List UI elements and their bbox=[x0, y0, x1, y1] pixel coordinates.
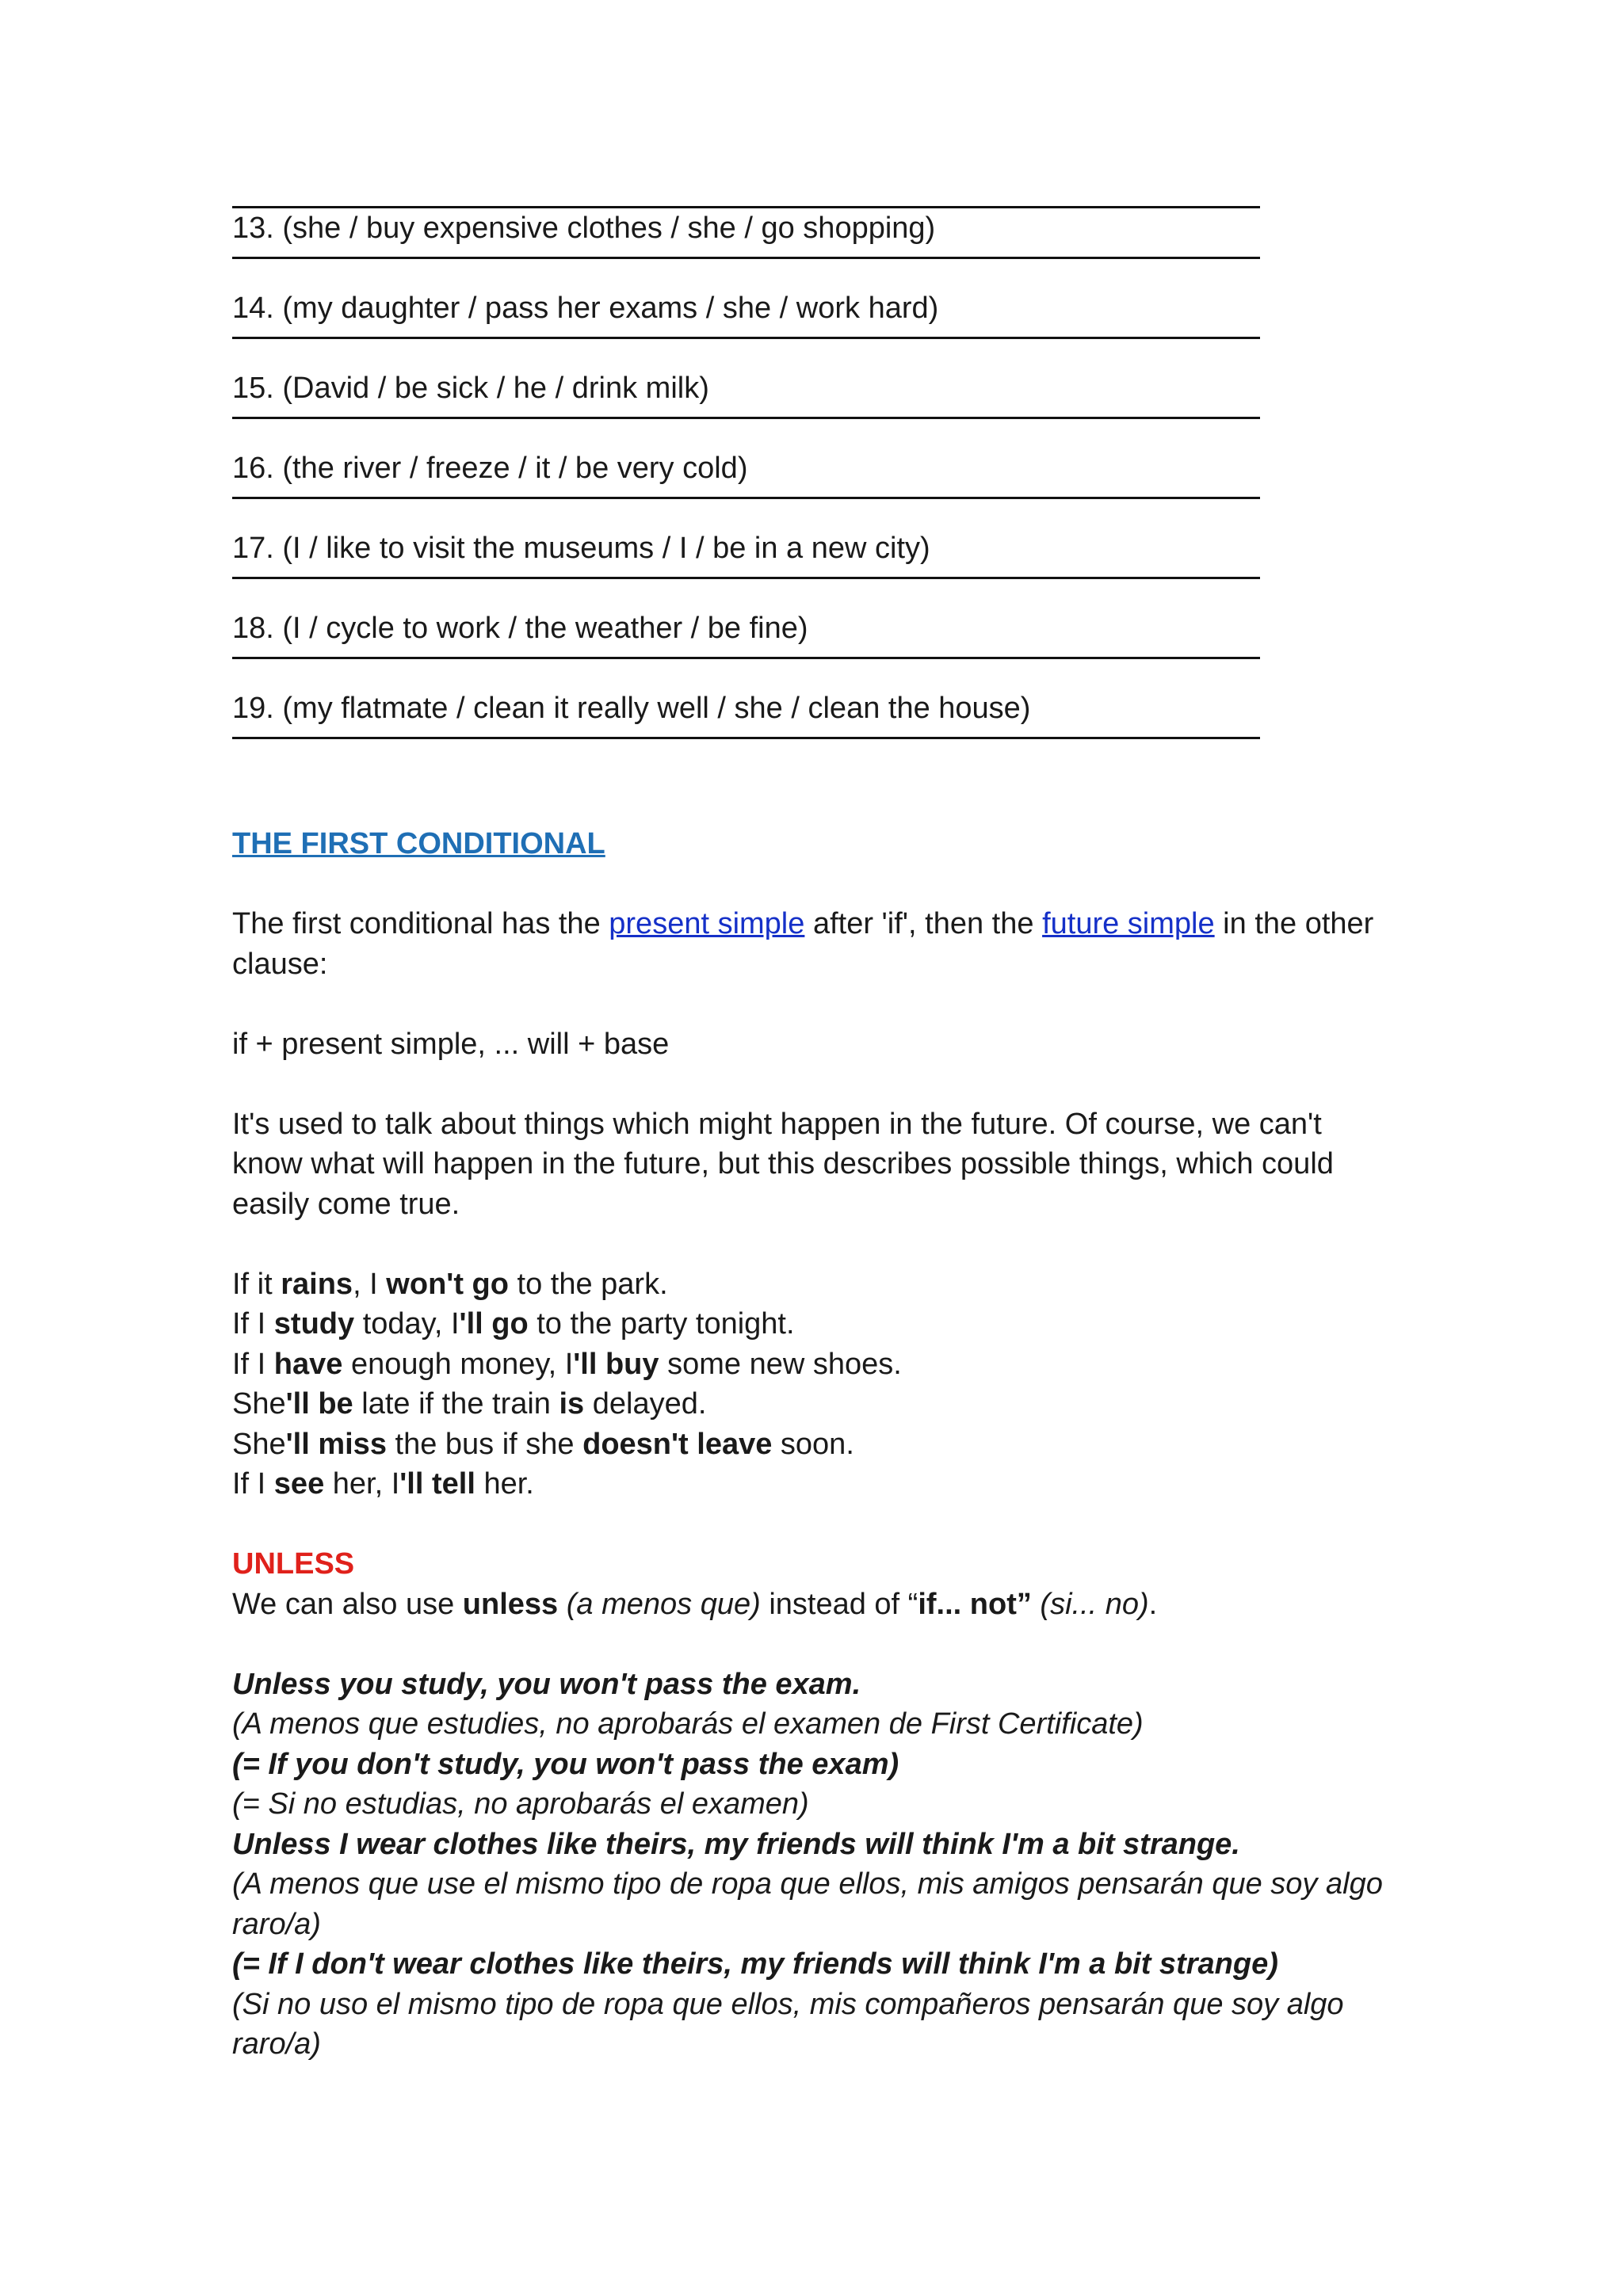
exercise-item: 14. (my daughter / pass her exams / she / work hard) bbox=[232, 292, 939, 325]
answer-line bbox=[232, 577, 1260, 579]
unless-example-en: Unless I wear clothes like theirs, my friends will think I'm a bit strange. bbox=[232, 1827, 1240, 1861]
answer-gap bbox=[232, 329, 1389, 369]
answer-line bbox=[232, 497, 1260, 499]
exercise-item: 19. (my flatmate / clean it really well / she / clean the house) bbox=[232, 692, 1031, 725]
answer-gap bbox=[232, 489, 1389, 529]
answer-gap bbox=[232, 569, 1389, 609]
intro-paragraph bbox=[232, 904, 1389, 984]
exercise-item: 17. (I / like to visit the museums / I / be in a new city) bbox=[232, 532, 930, 565]
unless-example-es: (= Si no estudias, no aprobarás el examen) bbox=[232, 1787, 809, 1821]
section-title-unless: UNLESS bbox=[232, 1547, 355, 1581]
examples-list bbox=[232, 1264, 1389, 1505]
unless-examples bbox=[232, 1665, 1389, 2065]
intro-text: The first conditional has the bbox=[232, 907, 609, 940]
intro-text: in the other clause: bbox=[232, 907, 1374, 981]
exercise-list bbox=[232, 206, 1389, 769]
future-simple-link[interactable]: future simple bbox=[1042, 907, 1215, 940]
example-sentence: She'll be late if the train is delayed. bbox=[232, 1387, 707, 1421]
answer-line bbox=[232, 417, 1260, 419]
answer-line bbox=[232, 657, 1260, 659]
answer-gap bbox=[232, 649, 1389, 689]
example-sentence: If it rains, I won't go to the park. bbox=[232, 1267, 668, 1301]
answer-gap bbox=[232, 249, 1389, 289]
answer-line bbox=[232, 737, 1260, 739]
answer-gap bbox=[232, 729, 1389, 769]
exercise-item: 16. (the river / freeze / it / be very cold) bbox=[232, 452, 748, 485]
unless-example-es: (A menos que use el mismo tipo de ropa que ellos, mis amigos pensarán que soy algo raro/a) bbox=[232, 1867, 1383, 1941]
usage-paragraph: It's used to talk about things which might happen in the future. Of course, we can't know what will happen in the future, but this describes possible things, which could easily come true. bbox=[232, 1107, 1334, 1221]
document-content bbox=[232, 206, 1389, 2065]
formula: if + present simple, ... will + base bbox=[232, 1027, 670, 1061]
unless-example-en: (= If you don't study, you won't pass the exam) bbox=[232, 1747, 899, 1781]
present-simple-link[interactable]: present simple bbox=[609, 907, 805, 940]
example-sentence: If I have enough money, I'll buy some new shoes. bbox=[232, 1347, 902, 1381]
unless-example-es: (A menos que estudies, no aprobarás el examen de First Certificate) bbox=[232, 1707, 1144, 1741]
section-title-first-conditional: THE FIRST CONDITIONAL bbox=[232, 827, 605, 860]
example-sentence: If I study today, I'll go to the party tonight. bbox=[232, 1307, 795, 1341]
intro-text: after 'if', then the bbox=[804, 907, 1043, 940]
exercise-item: 15. (David / be sick / he / drink milk) bbox=[232, 372, 709, 405]
answer-line bbox=[232, 337, 1260, 339]
example-sentence: She'll miss the bus if she doesn't leave soon. bbox=[232, 1427, 854, 1461]
answer-gap bbox=[232, 409, 1389, 449]
unless-example-en: (= If I don't wear clothes like theirs, my friends will think I'm a bit strange) bbox=[232, 1947, 1278, 1981]
unless-intro: We can also use unless (a menos que) instead of “if... not” (si... no). bbox=[232, 1587, 1158, 1621]
answer-line bbox=[232, 257, 1260, 259]
exercise-item: 18. (I / cycle to work / the weather / be fine) bbox=[232, 612, 808, 645]
example-sentence: If I see her, I'll tell her. bbox=[232, 1467, 534, 1501]
unless-example-en: Unless you study, you won't pass the exam. bbox=[232, 1667, 861, 1701]
unless-example-es: (Si no uso el mismo tipo de ropa que ellos, mis compañeros pensarán que soy algo raro/a) bbox=[232, 1987, 1344, 2061]
exercise-item: 13. (she / buy expensive clothes / she / go shopping) bbox=[232, 212, 936, 245]
